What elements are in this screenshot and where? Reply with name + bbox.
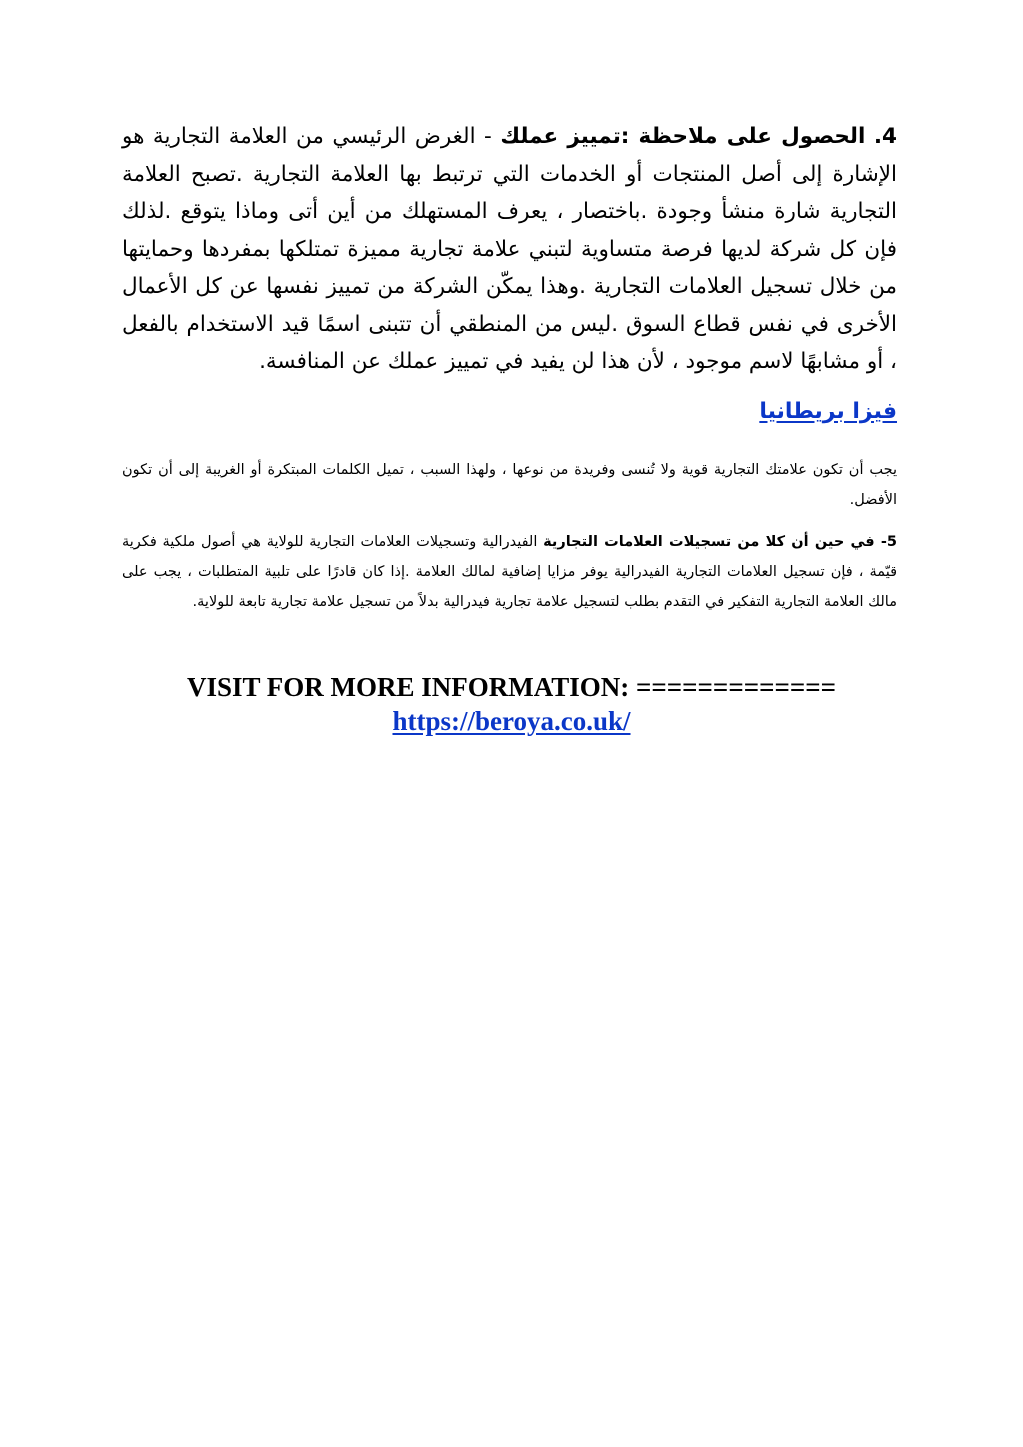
visa-link-container	[122, 399, 897, 445]
visa-britain-link[interactable]: فيزا بريطانيا	[759, 398, 897, 424]
document-body	[122, 118, 897, 617]
section-5-heading: 5- في حين أن كلا من تسجيلات العلامات التجارية	[543, 533, 897, 550]
section-4-body: - الغرض الرئيسي من العلامة التجارية هو الإشارة إلى أصل المنتجات أو الخدمات التي ترتبط بها العلامة التجارية .تصبح العلامة التجارية شارة منشأ وجودة .باختصار ، يعرف المستهلك من أين أتى وماذا يتوقع .لذلك فإن كل شركة لديها فرصة متساوية لتبني علامة تجارية مميزة تمتلكها بمفردها وحمايتها من خلال تسجيل العلامات التجارية .وهذا يمكّن الشركة من تمييز نفسها عن كل الأعمال الأخرى في نفس قطاع السوق .ليس من المنطقي أن تتبنى اسمًا قيد الاستخدام بالفعل ، أو مشابهًا لاسم موجود ، لأن هذا لن يفيد في تمييز عملك عن المنافسة.	[122, 124, 897, 374]
section-4-heading: الحصول على ملاحظة :تمييز عملك	[500, 124, 866, 149]
visit-block	[0, 670, 1023, 738]
website-link[interactable]: https://beroya.co.uk/	[392, 706, 631, 736]
section-4-number: 4.	[873, 124, 897, 149]
trademark-strength-paragraph: يجب أن تكون علامتك التجارية قوية ولا تُنسى وفريدة من نوعها ، ولهذا السبب ، تميل الكلمات المبتكرة أو الغريبة إلى أن تكون الأفضل.	[122, 461, 897, 508]
section-4-paragraph	[122, 118, 897, 381]
section-5-body: الفيدرالية وتسجيلات العلامات التجارية للولاية هي أصول ملكية فكرية قيّمة ، فإن تسجيل العلامات التجارية الفيدرالية يوفر مزايا إضافية لمالك العلامة .إذا كان قادرًا على تلبية المتطلبات ، يجب على مالك العلامة التجارية التفكير في التقدم بطلب لتسجيل علامة تجارية فيدرالية بدلاً من تسجيل علامة تجارية تابعة للولاية.	[122, 533, 897, 610]
section-5-paragraph	[122, 527, 897, 617]
visit-label: VISIT FOR MORE INFORMATION: =============	[186, 672, 837, 702]
